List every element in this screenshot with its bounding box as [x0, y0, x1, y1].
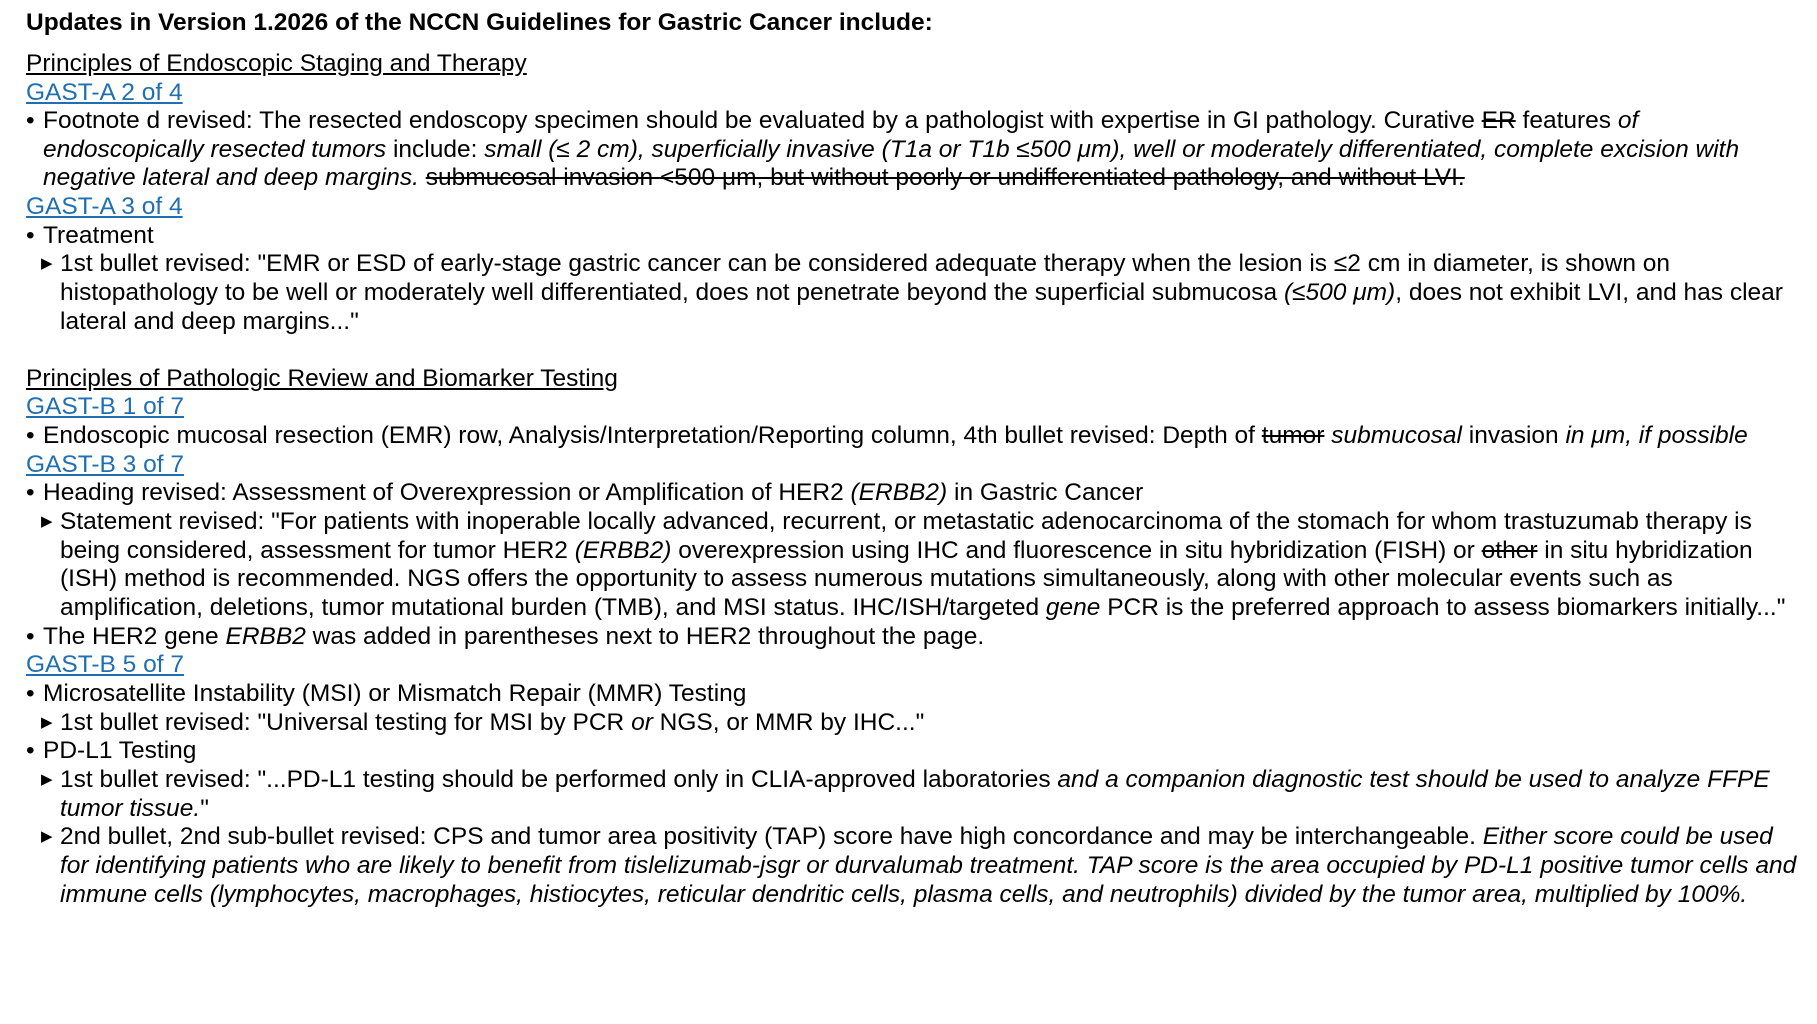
link-gast-b-1-of-7[interactable]: GAST-B 1 of 7 — [26, 393, 184, 421]
text-run: in Gastric Cancer — [947, 479, 1144, 507]
triangle-bullet-icon: ▶ — [41, 255, 53, 273]
triangle-bullet-icon: ▶ — [41, 770, 53, 788]
added-text: Either score could be used for identifying patients who are likely to benefit from tislelizumab-jsgr or durvalumab treatment. TAP score is the area occupied by PD-L1 positive tumor cells and immune cells (lymphocytes, macrophages, histiocytes, reticular dendritic cells, plasma cells, and neutrophils) divided by the tumor area, multiplied by 100%. — [60, 823, 1797, 908]
link-gast-a-2-of-4[interactable]: GAST-A 2 of 4 — [26, 78, 183, 106]
page-title: Updates in Version 1.2026 of the NCCN Guidelines for Gastric Cancer include: — [26, 9, 933, 36]
text-run: 1st bullet revised: "Universal testing for MSI by PCR — [60, 708, 632, 736]
deleted-text: submucosal invasion <500 μm, but without poorly or undifferentiated pathology, and without LVI. — [425, 164, 1465, 192]
text-run: 1st bullet revised: "EMR or ESD of early-stage gastric cancer can be considered adequate therapy when the lesion is ≤2 cm in diameter, is shown on histopathology to be well or moderately well differentiated, does not penetrate beyond the superficial submucosa — [60, 250, 1671, 307]
list-item-msi-testing: • Microsatellite Instability (MSI) or Mismatch Repair (MMR) Testing — [26, 680, 1805, 709]
text-run: features — [1515, 107, 1618, 134]
added-text: (≤500 μm) — [1283, 279, 1396, 307]
sub-item-treatment-1st-bullet — [26, 250, 1805, 336]
link-gast-a-3-of-4[interactable]: GAST-A 3 of 4 — [26, 193, 183, 221]
section-heading-endoscopic: Principles of Endoscopic Staging and Therapy — [26, 50, 527, 77]
list-item-treatment: • Treatment — [26, 222, 1805, 251]
text-run: include: — [386, 135, 485, 163]
list-item-emr-row — [26, 422, 1805, 451]
text-run: The HER2 gene — [43, 622, 226, 650]
text-run: Endoscopic mucosal resection (EMR) row, Analysis/Interpretation/Reporting column, 4th bullet revised: Depth of — [43, 421, 1262, 449]
triangle-bullet-icon: ▶ — [41, 512, 53, 530]
list-item-footnote-d — [26, 107, 1805, 193]
list-item-pdl1-testing: • PD-L1 Testing — [26, 737, 1805, 766]
text-run: overexpression using IHC and fluorescence in situ hybridization (FISH) or — [671, 536, 1482, 564]
added-text: ERBB2 — [225, 622, 306, 650]
link-gast-b-5-of-7[interactable]: GAST-B 5 of 7 — [26, 651, 184, 679]
sub-item-pdl1-2nd-bullet — [26, 823, 1805, 909]
text-run: " — [200, 794, 209, 822]
added-text: or — [631, 708, 653, 736]
text-run: Footnote d revised: The resected endoscopy specimen should be evaluated by a pathologist with expertise in GI pathology. Curative — [43, 107, 1482, 134]
section-spacer — [26, 336, 1805, 365]
deleted-text: ER — [1481, 107, 1516, 134]
text-run: Statement revised: "For patients with inoperable locally advanced, recurrent, or metastatic adenocarcinoma of the stomach for whom trastuzumab therapy is being considered, assessment for tumor HER2 — [60, 507, 1752, 564]
text-run — [419, 164, 426, 191]
added-text: (ERBB2) — [850, 479, 948, 507]
link-gast-b-3-of-7[interactable]: GAST-B 3 of 7 — [26, 450, 184, 478]
sub-item-statement-revised — [26, 508, 1805, 623]
text-run: was added in parentheses next to HER2 throughout the page. — [305, 622, 985, 650]
text-run: in situ hybridization (ISH) method is recommended. NGS offers the opportunity to assess numerous mutations simultaneously, along with other molecular events such as amplification, deletions, tumor mutational burden (TMB), and MSI status. IHC/ISH/targeted — [60, 536, 1753, 621]
added-text: of endoscopically resected tumors — [43, 107, 1639, 163]
added-text: (ERBB2) — [574, 536, 672, 564]
text-run: invasion — [1461, 421, 1566, 449]
section-heading-pathologic: Principles of Pathologic Review and Biomarker Testing — [26, 364, 618, 392]
added-text: and a companion diagnostic test should be used to analyze FFPE tumor tissue. — [60, 765, 1770, 822]
text-run: PCR is the preferred approach to assess biomarkers initially..." — [1100, 593, 1786, 621]
added-text: gene — [1045, 593, 1101, 621]
list-item-heading-revised — [26, 479, 1805, 508]
sub-item-pdl1-1st-bullet — [26, 766, 1805, 823]
list-item-her2-note — [26, 623, 1805, 652]
added-text: submucosal — [1331, 421, 1462, 449]
text-run: , does not exhibit LVI, and has clear lateral and deep margins..." — [60, 279, 1783, 335]
triangle-bullet-icon: ▶ — [41, 828, 53, 846]
text-run: NGS, or MMR by IHC..." — [652, 708, 925, 736]
text-run: 2nd bullet, 2nd sub-bullet revised: CPS and tumor area positivity (TAP) score have high concordance and may be interchangeable. — [60, 823, 1483, 851]
deleted-text: other — [1481, 536, 1538, 564]
deleted-text: tumor — [1261, 421, 1325, 449]
text-run: 1st bullet revised: "...PD-L1 testing should be performed only in CLIA-approved laboratories — [60, 765, 1058, 793]
sub-item-msi-1st-bullet — [26, 709, 1805, 738]
added-text: in μm, if possible — [1565, 421, 1748, 449]
triangle-bullet-icon: ▶ — [41, 713, 53, 731]
text-run: Heading revised: Assessment of Overexpression or Amplification of HER2 — [43, 479, 851, 507]
added-text: small (≤ 2 cm), superficially invasive (T1a or T1b ≤500 μm), well or moderately differentiated, complete excision with negative lateral and deep margins. — [43, 135, 1740, 192]
